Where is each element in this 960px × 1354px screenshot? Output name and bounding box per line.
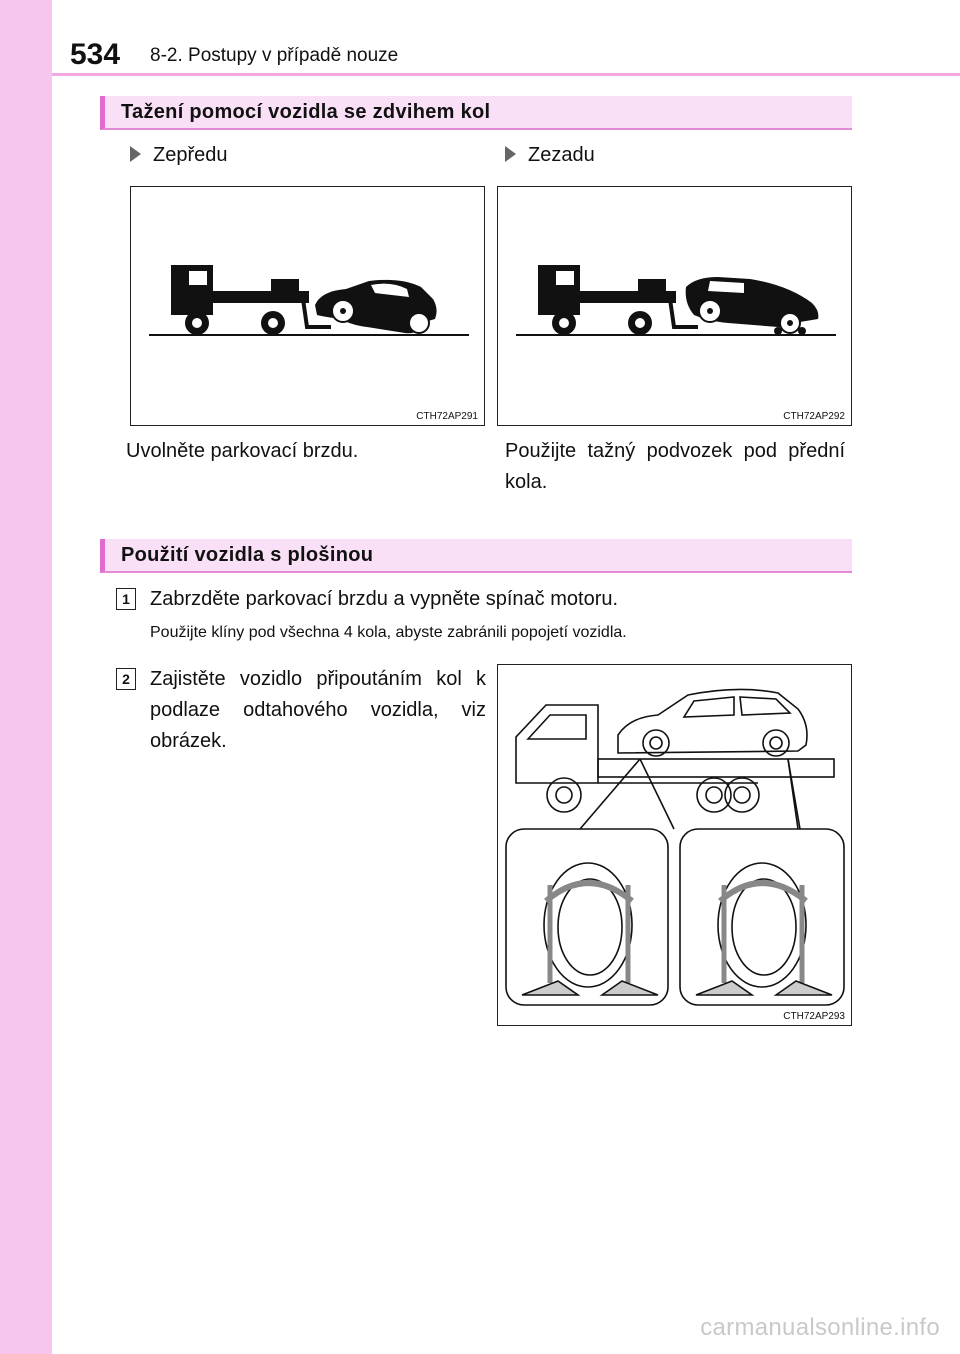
section-heading-text: Použití vozidla s plošinou xyxy=(121,544,374,566)
section-heading-flatbed xyxy=(100,539,852,573)
section-heading-text: Tažení pomocí vozidla se zdvihem kol xyxy=(121,101,491,123)
subheading-rear-label: Zezadu xyxy=(528,144,595,166)
figure-tow-front xyxy=(130,186,485,426)
subheading-front-label: Zepředu xyxy=(153,144,228,166)
step-1-text: Zabrzděte parkovací brzdu a vypněte spínač motoru. xyxy=(150,588,619,610)
caption-rear: Použijte tažný podvozek pod přední kola. xyxy=(505,440,845,493)
figure-code: CTH72AP292 xyxy=(783,411,845,422)
header-divider xyxy=(52,73,960,76)
chapter-title: 8-2. Postupy v případě nouze xyxy=(150,45,399,66)
step-number-2: 2 xyxy=(116,668,136,690)
bullet-triangle-icon xyxy=(505,146,516,162)
step-1-note: Použijte klíny pod všechna 4 kola, abyste zabránili popojetí vozidla. xyxy=(150,624,627,641)
bullet-triangle-icon xyxy=(130,146,141,162)
subheading-front xyxy=(130,144,228,167)
page-number: 534 xyxy=(70,38,121,71)
step-2-text: Zajistěte vozidlo připoutáním kol k podlaze odtahového vozidla, viz obrázek. xyxy=(150,668,486,752)
figure-tow-rear xyxy=(497,186,852,426)
page-side-tab xyxy=(0,0,52,1354)
step-number-1: 1 xyxy=(116,588,136,610)
tow-truck-rear-illustration xyxy=(498,187,851,425)
tow-truck-front-illustration xyxy=(131,187,484,425)
section-heading-wheel-lift xyxy=(100,96,852,130)
figure-code: CTH72AP293 xyxy=(783,1011,845,1022)
subheading-rear xyxy=(505,144,595,167)
caption-front: Uvolněte parkovací brzdu. xyxy=(126,440,359,462)
figure-code: CTH72AP291 xyxy=(416,411,478,422)
figure-flatbed xyxy=(497,664,852,1026)
flatbed-truck-illustration xyxy=(498,665,851,1025)
watermark: carmanualsonline.info xyxy=(700,1314,940,1341)
